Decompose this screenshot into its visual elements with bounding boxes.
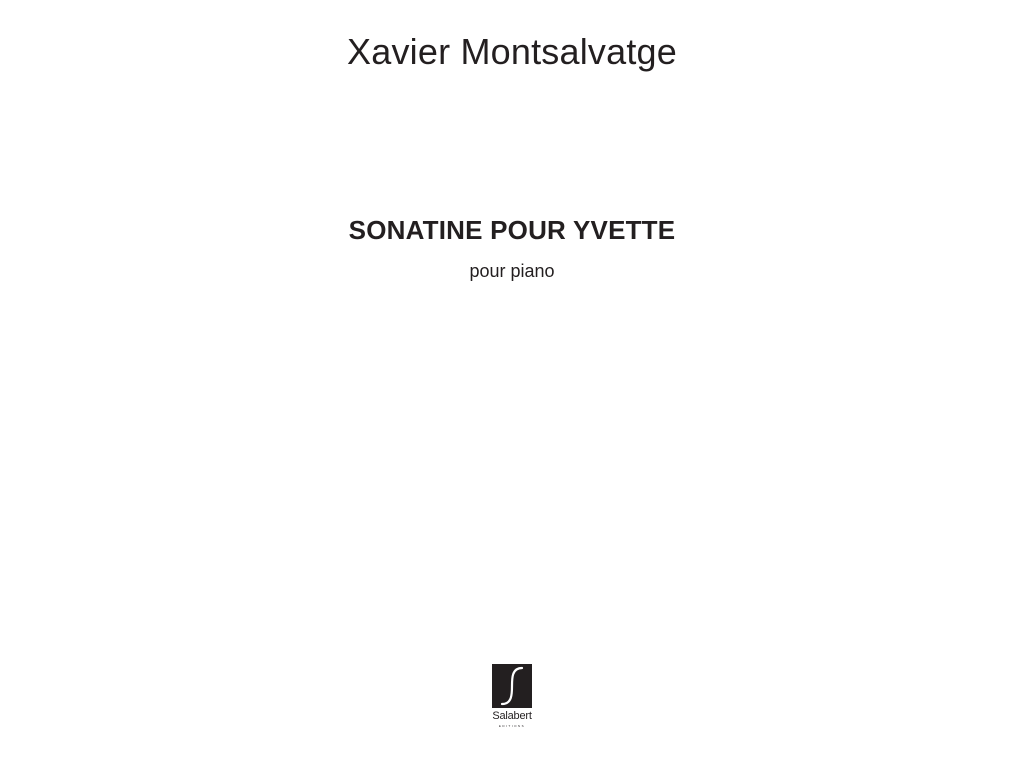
publisher-subtitle: EDITIONS xyxy=(498,724,526,728)
composer-name: Xavier Montsalvatge xyxy=(347,31,677,72)
publisher-logo-mark xyxy=(492,664,532,708)
s-curve-icon xyxy=(492,664,532,708)
instrumentation-subtitle: pour piano xyxy=(469,261,555,281)
publisher-name: Salabert xyxy=(492,710,532,722)
work-title: SONATINE POUR YVETTE xyxy=(348,215,676,245)
publisher-logo xyxy=(486,664,538,742)
